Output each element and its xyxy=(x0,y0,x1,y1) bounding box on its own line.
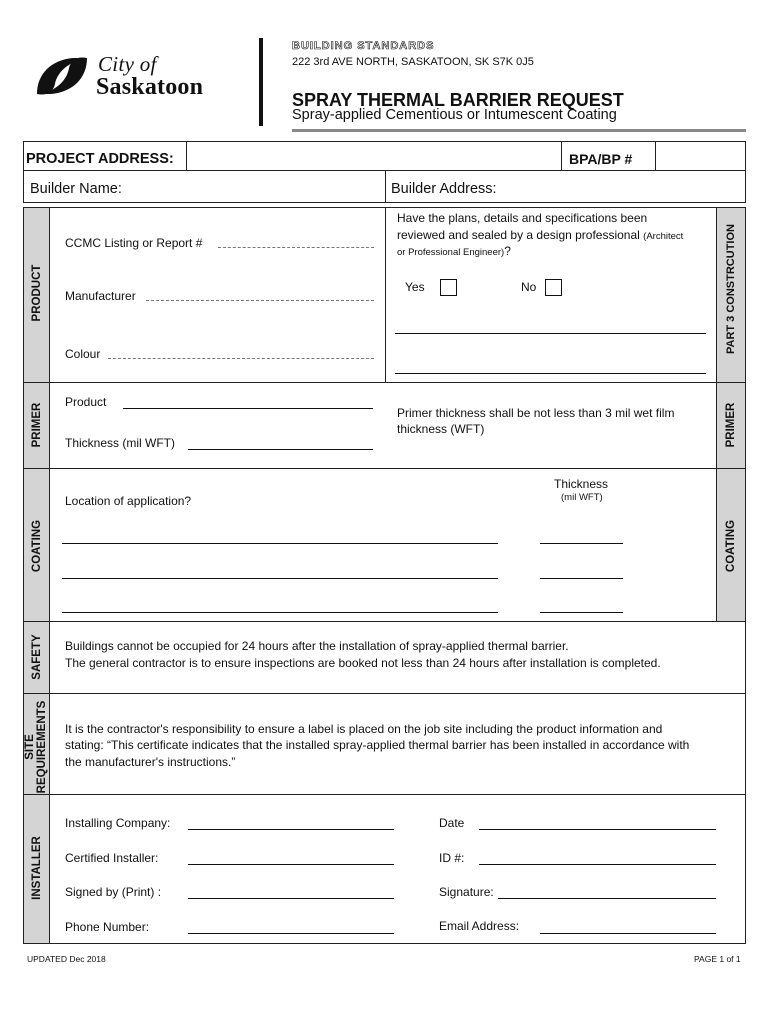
department-address: 222 3rd AVE NORTH, SASKATOON, SK S7K 0J5 xyxy=(292,56,534,68)
form-subtitle: Spray-applied Cementious or Intumescent Coating xyxy=(292,107,617,123)
email-address-input[interactable] xyxy=(540,933,716,934)
manufacturer-label: Manufacturer xyxy=(65,289,136,303)
primer-panel xyxy=(50,383,716,469)
city-logo-icon xyxy=(33,54,91,98)
bpa-input[interactable] xyxy=(655,141,746,171)
date-label: Date xyxy=(439,816,465,830)
builder-address-label: Builder Address: xyxy=(391,181,497,197)
installing-company-label: Installing Company: xyxy=(65,816,171,830)
review-question-line3: or Professional Engineer)? xyxy=(397,244,511,258)
primer-thickness-input[interactable] xyxy=(188,449,373,450)
project-address-input[interactable] xyxy=(186,141,562,171)
coating-panel xyxy=(50,469,716,622)
coating-thickness-unit: (mil WFT) xyxy=(561,492,603,503)
builder-divider xyxy=(385,171,386,203)
location-label: Location of application? xyxy=(65,494,192,508)
safety-section-label: SAFETY xyxy=(31,634,43,680)
review-question-line2: reviewed and sealed by a design professional (Architect xyxy=(397,228,684,242)
email-address-label: Email Address: xyxy=(439,919,520,933)
primer-note-line2: thickness (WFT) xyxy=(397,422,485,436)
part3-section-label: PART 3 CONSTRCUTION xyxy=(725,224,737,354)
site-section-label: SITE REQUIREMENTS xyxy=(24,700,48,794)
id-input[interactable] xyxy=(479,864,716,865)
site-line2: stating: “This certificate indicates that the installed spray-applied thermal barrier has been installed in accordance with xyxy=(65,738,690,752)
safety-line2: The general contractor is to ensure inspections are booked not less than 24 hours after installation is completed. xyxy=(65,656,661,670)
page-number: PAGE 1 of 1 xyxy=(694,954,741,964)
installer-section-label: INSTALLER xyxy=(31,836,43,900)
installing-company-input[interactable] xyxy=(188,829,394,830)
site-line3: the manufacturer's instructions.” xyxy=(65,755,236,769)
phone-number-label: Phone Number: xyxy=(65,920,150,934)
logo-name-text: Saskatoon xyxy=(96,74,204,100)
bpa-label: BPA/BP # xyxy=(569,151,633,167)
location-input-3[interactable] xyxy=(62,612,498,613)
primer-right-label: PRIMER xyxy=(725,402,737,448)
thickness-input-2[interactable] xyxy=(540,578,623,579)
id-label: ID #: xyxy=(439,851,465,865)
coating-thickness-label: Thickness xyxy=(554,477,609,491)
builder-name-label: Builder Name: xyxy=(30,181,122,197)
header-rule xyxy=(292,129,746,132)
manufacturer-input[interactable] xyxy=(146,300,374,301)
primer-product-input[interactable] xyxy=(123,408,373,409)
signature-label: Signature: xyxy=(439,885,494,899)
site-line1: It is the contractor's responsibility to ensure a label is placed on the job site including the product information and xyxy=(65,722,663,736)
coating-right-label: COATING xyxy=(725,519,737,573)
design-professional-line-1[interactable] xyxy=(395,333,706,334)
primer-thickness-label: Thickness (mil WFT) xyxy=(65,436,175,450)
yes-checkbox[interactable] xyxy=(440,279,457,296)
date-input[interactable] xyxy=(479,829,716,830)
yes-label: Yes xyxy=(405,280,425,294)
coating-section-label: COATING xyxy=(31,519,43,573)
primer-note-line1: Primer thickness shall be not less than 3 mil wet film xyxy=(397,406,675,420)
signed-by-label: Signed by (Print) : xyxy=(65,885,162,899)
certified-installer-input[interactable] xyxy=(188,864,394,865)
certified-installer-label: Certified Installer: xyxy=(65,851,159,865)
thickness-input-1[interactable] xyxy=(540,543,623,544)
signed-by-input[interactable] xyxy=(188,898,394,899)
project-address-label: PROJECT ADDRESS: xyxy=(26,151,174,167)
ccmc-input[interactable] xyxy=(218,247,374,248)
colour-input[interactable] xyxy=(108,358,374,359)
phone-number-input[interactable] xyxy=(188,933,394,934)
logo-city-text: City of xyxy=(98,52,157,76)
location-input-2[interactable] xyxy=(62,578,498,579)
form-title: SPRAY THERMAL BARRIER REQUEST xyxy=(292,90,624,110)
signature-input[interactable] xyxy=(498,898,716,899)
department-name: BUILDING STANDARDS xyxy=(292,40,435,52)
product-section-label: PRODUCT xyxy=(31,264,43,322)
thickness-input-3[interactable] xyxy=(540,612,623,613)
header-divider xyxy=(259,38,263,126)
review-question-line1: Have the plans, details and specifications been xyxy=(397,211,648,225)
design-professional-line-2[interactable] xyxy=(395,373,706,374)
no-label: No xyxy=(521,280,537,294)
ccmc-label: CCMC Listing or Report # xyxy=(65,236,203,250)
primer-product-label: Product xyxy=(65,395,107,409)
safety-line1: Buildings cannot be occupied for 24 hours after the installation of spray-applied thermal barrier. xyxy=(65,639,569,653)
no-checkbox[interactable] xyxy=(545,279,562,296)
updated-date: UPDATED Dec 2018 xyxy=(27,954,106,964)
location-input-1[interactable] xyxy=(62,543,498,544)
primer-section-label: PRIMER xyxy=(31,402,43,448)
colour-label: Colour xyxy=(65,347,101,361)
